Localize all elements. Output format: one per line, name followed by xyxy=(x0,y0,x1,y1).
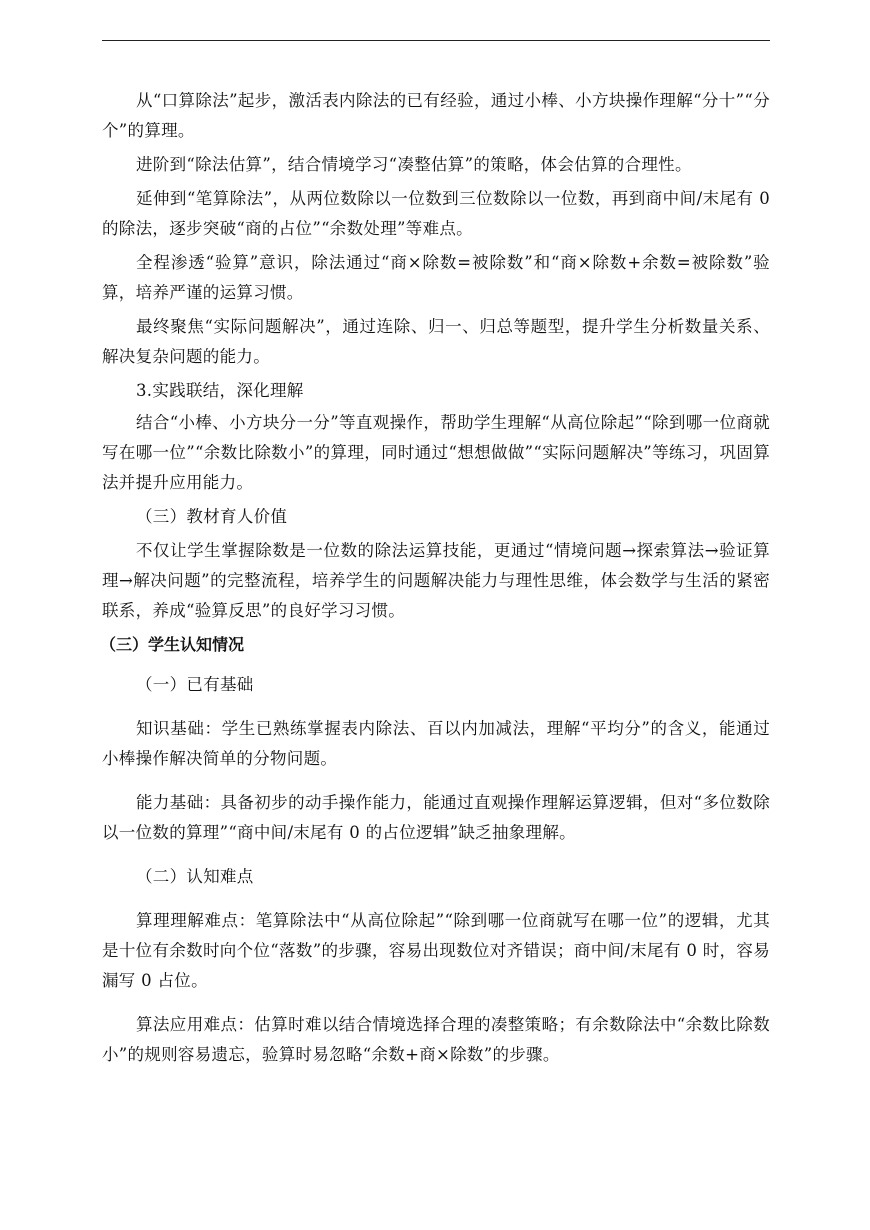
paragraph-algorithm-difficulty: 算法应用难点：估算时难以结合情境选择合理的凑整策略；有余数除法中“余数比除数小”的规则容易遗忘，验算时易忽略“余数+商×除数”的步骤。 xyxy=(102,1015,770,1064)
paragraph-division-estimation: 进阶到“除法估算”，结合情境学习“凑整估算”的策略，体会估算的合理性。 xyxy=(136,155,692,174)
subheading-existing-basis: （一）已有基础 xyxy=(136,675,254,694)
paragraph-knowledge-basis: 知识基础：学生已熟练掌握表内除法、百以内加减法，理解“平均分”的含义，能通过小棒操作解决简单的分物问题。 xyxy=(102,719,770,768)
paragraph-verification: 全程渗透“验算”意识，除法通过“商×除数=被除数”和“商×除数+余数=被除数”验算，培养严谨的运算习惯。 xyxy=(102,253,770,302)
paragraph-practice-link: 结合“小棒、小方块分一分”等直观操作，帮助学生理解“从高位除起”“除到哪一位商就写在哪一位”“余数比除数小”的算理，同时通过“想想做做”“实际问题解决”等练习，巩固算法并提升应用能力。 xyxy=(102,413,770,492)
document-body xyxy=(102,86,770,1074)
subheading-educational-value: （三）教材育人价值 xyxy=(136,507,288,526)
paragraph-written-division: 延伸到“笔算除法”，从两位数除以一位数到三位数除以一位数，再到商中间/末尾有 0 的除法，逐步突破“商的占位”“余数处理”等难点。 xyxy=(102,189,770,238)
paragraph-problem-solving: 最终聚焦“实际问题解决”，通过连除、归一、归总等题型，提升学生分析数量关系、解决复杂问题的能力。 xyxy=(102,317,770,366)
paragraph-arithmetic-difficulty: 算理理解难点：笔算除法中“从高位除起”“除到哪一位商就写在哪一位”的逻辑，尤其是十位有余数时向个位“落数”的步骤，容易出现数位对齐错误；商中间/末尾有 0 时，容易漏写 0 占位。 xyxy=(102,911,770,990)
section-title-student-cognition: （三）学生认知情况 xyxy=(100,635,245,654)
heading-practice-link: 3.实践联结，深化理解 xyxy=(136,381,304,400)
paragraph-educational-value: 不仅让学生掌握除数是一位数的除法运算技能，更通过“情境问题→探索算法→验证算理→解决问题”的完整流程，培养学生的问题解决能力与理性思维，体会数学与生活的紧密联系，养成“验算反思”的良好学习习惯。 xyxy=(102,541,770,620)
paragraph-oral-division: 从“口算除法”起步，激活表内除法的已有经验，通过小棒、小方块操作理解“分十”“分个”的算理。 xyxy=(102,91,770,140)
subheading-cognitive-difficulty: （二）认知难点 xyxy=(136,867,254,886)
header-rule xyxy=(102,40,770,41)
paragraph-ability-basis: 能力基础：具备初步的动手操作能力，能通过直观操作理解运算逻辑，但对“多位数除以一位数的算理”“商中间/末尾有 0 的占位逻辑”缺乏抽象理解。 xyxy=(102,793,770,842)
